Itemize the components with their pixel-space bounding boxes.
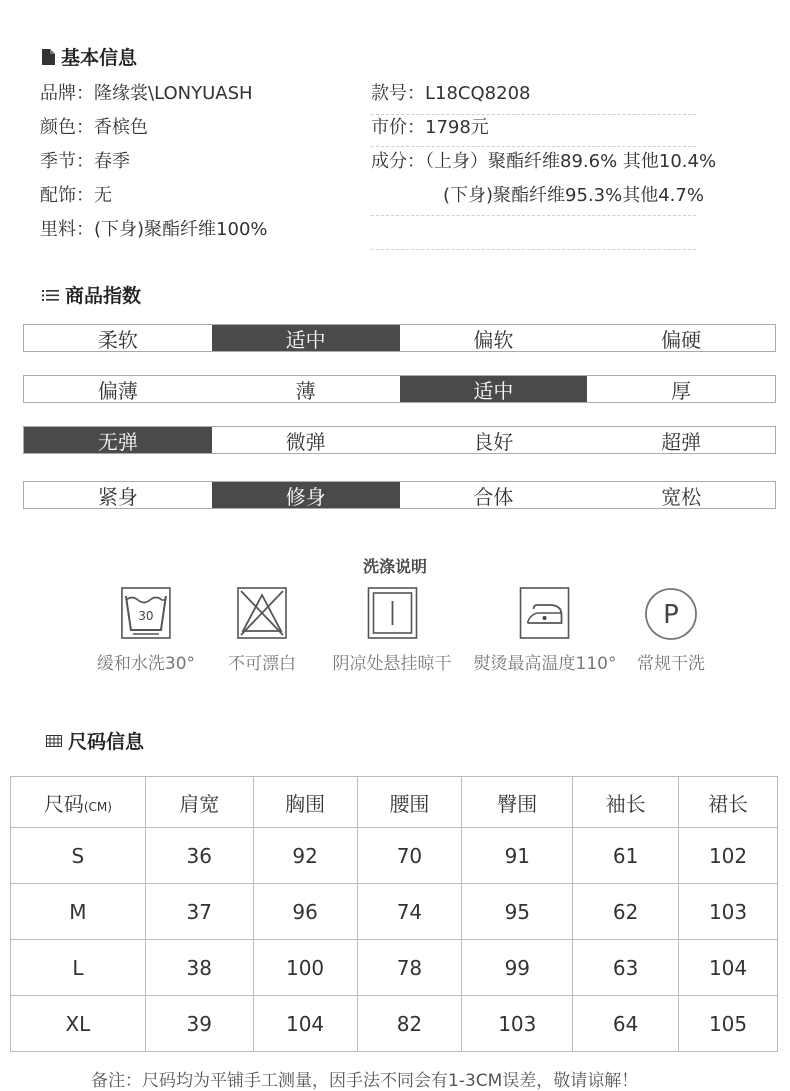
size-cell: 38 <box>145 940 253 996</box>
size-header-cell: 肩宽 <box>145 777 253 828</box>
grid-icon <box>46 735 62 747</box>
wash-item <box>333 587 452 674</box>
wash-item <box>228 587 296 674</box>
index-cell: 合体 <box>473 484 514 509</box>
size-cell: 82 <box>357 996 462 1052</box>
product-index-label: 商品指数 <box>65 285 142 307</box>
index-cell: 薄 <box>295 378 316 403</box>
index-row-thickness <box>23 375 776 403</box>
index-cell: 偏薄 <box>97 378 138 403</box>
index-cell: 良好 <box>473 429 514 454</box>
size-header-cell: 胸围 <box>253 777 357 828</box>
size-header-cell: 袖长 <box>573 777 679 828</box>
size-cell: 104 <box>253 996 357 1052</box>
size-cell: 74 <box>357 884 462 940</box>
size-cell: 100 <box>253 940 357 996</box>
wash-item <box>637 587 705 674</box>
style-number-field: 款号：L18CQ8208 <box>371 83 531 104</box>
size-header-cell: 腰围 <box>357 777 462 828</box>
table-row <box>11 884 778 940</box>
size-header-row <box>11 777 778 828</box>
iron-low-icon <box>520 587 570 639</box>
composition-upper-field: 成分：（上身）聚酯纤维89.6% 其他10.4% <box>371 151 717 172</box>
size-cell: 70 <box>357 828 462 884</box>
accessory-field: 配饰：无 <box>40 185 112 206</box>
wash-item <box>474 587 617 674</box>
wash-label: 熨烫最高温度110° <box>473 654 617 674</box>
size-cell: 102 <box>679 828 778 884</box>
index-row-softness <box>23 324 776 352</box>
size-cell: 36 <box>145 828 253 884</box>
size-cell: 96 <box>253 884 357 940</box>
size-cell: 78 <box>357 940 462 996</box>
basic-info-title <box>42 43 137 70</box>
size-cell: M <box>11 884 146 940</box>
index-row-fit <box>23 481 776 509</box>
table-row <box>11 940 778 996</box>
index-cell: 适中 <box>212 325 400 351</box>
document-icon <box>42 49 55 65</box>
dry-clean-p-icon <box>644 587 698 641</box>
lining-field: 里料：(下身)聚酯纤维100% <box>40 219 268 240</box>
color-field: 颜色：香槟色 <box>40 117 148 138</box>
index-row-elasticity <box>23 426 776 454</box>
size-cell: S <box>11 828 146 884</box>
size-cell: 103 <box>462 996 573 1052</box>
size-cell: 63 <box>573 940 679 996</box>
table-row <box>11 996 778 1052</box>
index-cell: 宽松 <box>661 484 702 509</box>
dry-clean-letter: P <box>663 600 679 630</box>
size-note: 备注：尺码均为平铺手工测量，因手法不同会有1-3CM误差，敬请谅解！ <box>91 1071 639 1091</box>
season-field: 季节：春季 <box>40 151 130 172</box>
product-index-title <box>42 281 141 308</box>
size-cell: 99 <box>462 940 573 996</box>
price-field: 市价：1798元 <box>371 117 489 138</box>
index-cell: 修身 <box>212 482 400 508</box>
no-bleach-icon <box>237 587 287 639</box>
index-cell: 紧身 <box>97 484 138 509</box>
wash-label: 不可漂白 <box>228 654 296 674</box>
wash-temp-text: 30 <box>138 609 154 623</box>
size-cell: 105 <box>679 996 778 1052</box>
size-cell: 39 <box>145 996 253 1052</box>
size-info-title <box>46 727 144 754</box>
size-cell: 37 <box>145 884 253 940</box>
composition-lower-field: (下身)聚酯纤维95.3%其他4.7% <box>443 185 704 206</box>
size-table <box>10 776 778 1052</box>
wash-label: 阴凉处悬挂晾干 <box>332 654 452 674</box>
wash-label: 缓和水洗30° <box>96 654 196 674</box>
wash-item <box>97 587 195 674</box>
size-header-cell: 臀围 <box>462 777 573 828</box>
size-info-label: 尺码信息 <box>68 731 145 753</box>
size-cell: 91 <box>462 828 573 884</box>
index-cell: 偏软 <box>473 327 514 352</box>
basic-info-label: 基本信息 <box>61 47 138 69</box>
brand-field: 品牌：隆缘裳\LONYUASH <box>40 83 253 104</box>
size-cell: XL <box>11 996 146 1052</box>
index-cell: 无弹 <box>24 427 212 453</box>
wash-30-icon <box>121 587 171 639</box>
size-header-unit: (CM) <box>83 799 112 814</box>
size-cell: 61 <box>573 828 679 884</box>
index-cell: 适中 <box>400 376 588 402</box>
index-cell: 偏硬 <box>661 327 702 352</box>
size-cell: 92 <box>253 828 357 884</box>
size-cell: 103 <box>679 884 778 940</box>
size-cell: 104 <box>679 940 778 996</box>
size-header-main: 尺码 <box>43 791 84 816</box>
wash-label: 常规干洗 <box>637 654 705 674</box>
wash-title: 洗涤说明 <box>362 557 427 576</box>
index-cell: 柔软 <box>97 327 138 352</box>
index-cell: 厚 <box>671 378 692 403</box>
size-cell: 62 <box>573 884 679 940</box>
divider <box>371 249 696 250</box>
size-cell: L <box>11 940 146 996</box>
size-header-cell <box>11 777 146 828</box>
divider <box>371 215 696 216</box>
list-icon <box>42 288 59 302</box>
size-header-cell: 裙长 <box>679 777 778 828</box>
index-cell: 微弹 <box>285 429 326 454</box>
size-cell: 64 <box>573 996 679 1052</box>
size-cell: 95 <box>462 884 573 940</box>
index-cell: 超弹 <box>661 429 702 454</box>
line-dry-shade-icon <box>367 587 417 639</box>
table-row <box>11 828 778 884</box>
